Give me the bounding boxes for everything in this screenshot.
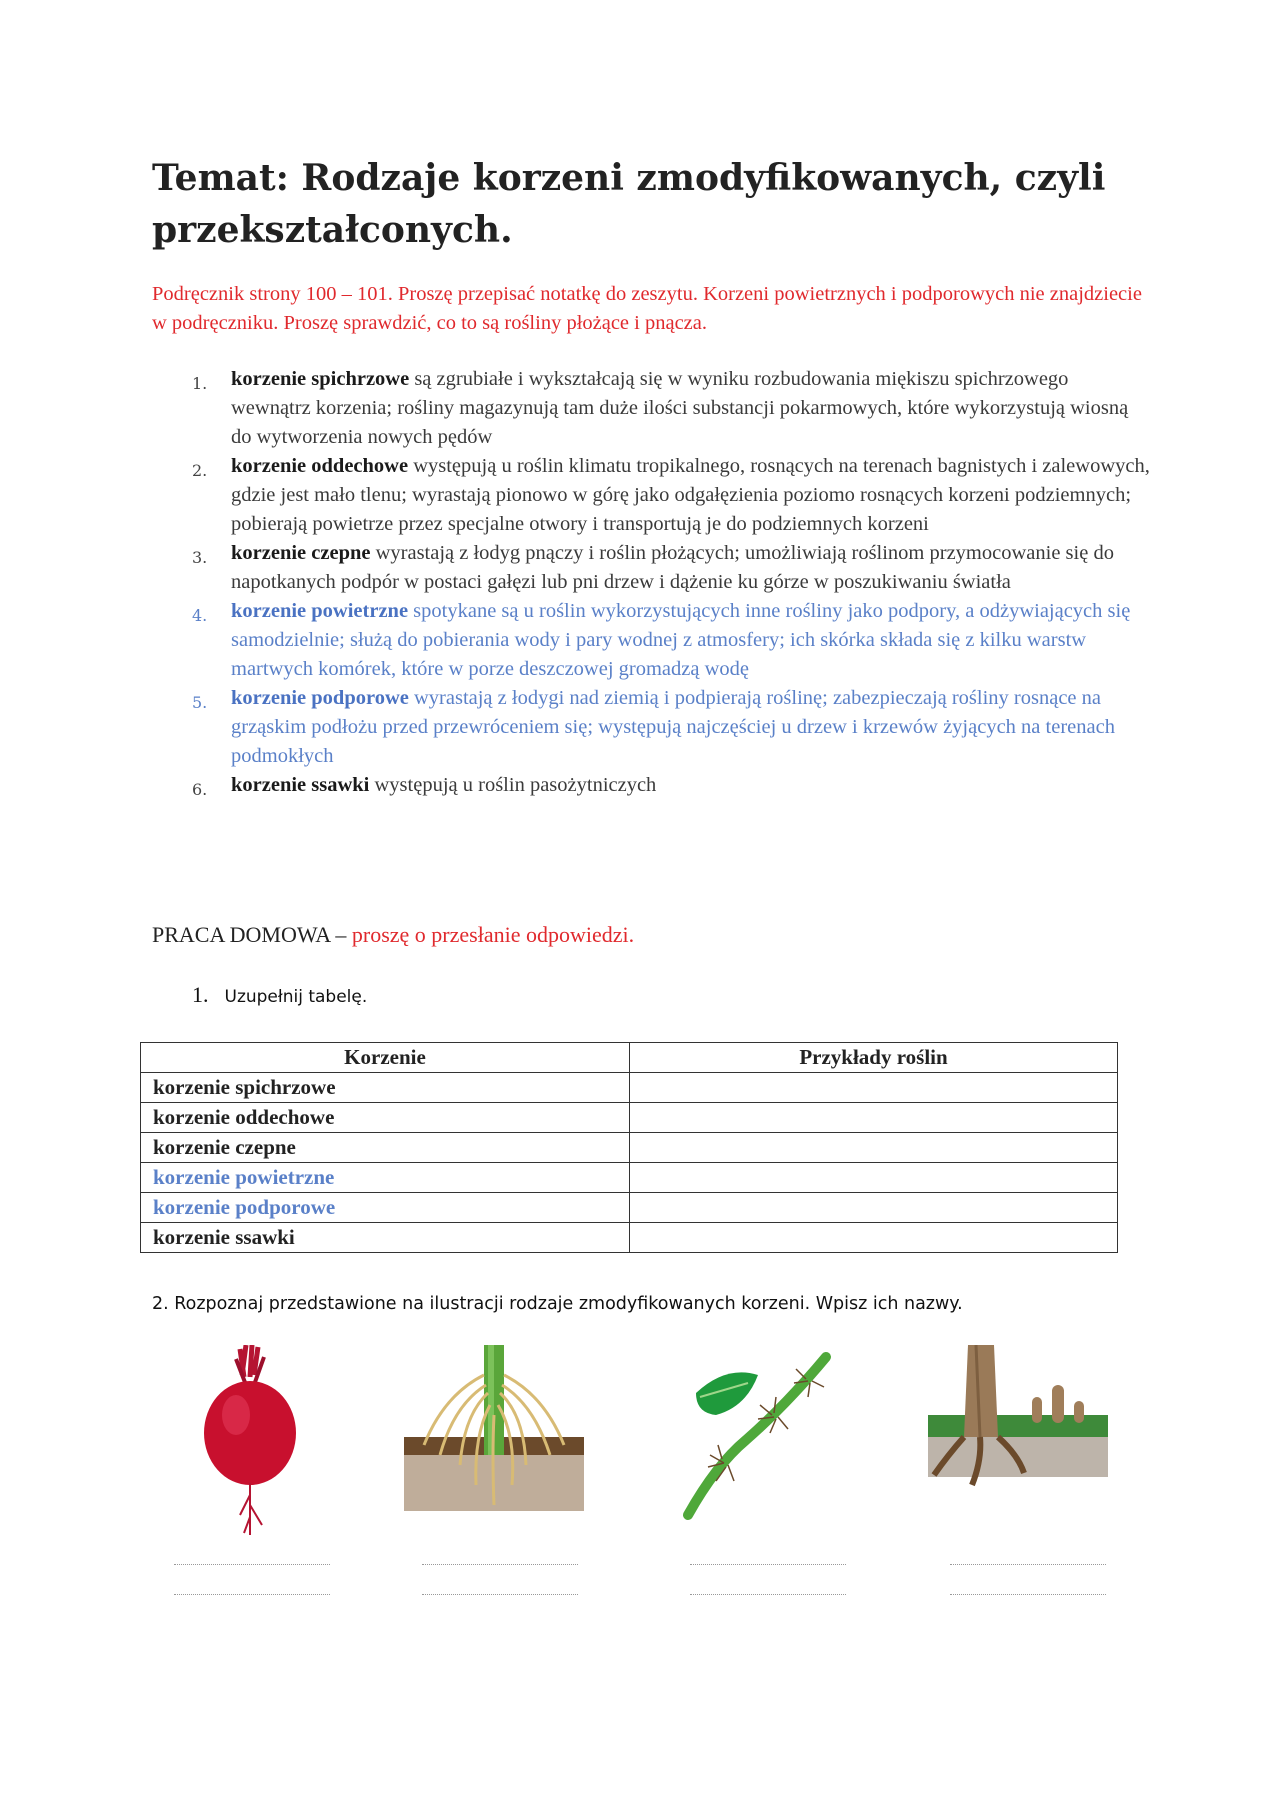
note-term: korzenie czepne [231,542,371,564]
note-number: 6. [192,780,208,799]
note-number: 5. [192,693,208,712]
example-plants-cell[interactable] [630,1163,1118,1193]
note-item [152,365,1152,452]
table-row [141,1163,1118,1193]
column-header: Przykłady roślin [630,1043,1118,1073]
answer-line[interactable] [422,1564,578,1565]
task-number: 1. [192,982,209,1007]
homework-label: PRACA DOMOWA – [152,922,352,947]
table-row [141,1223,1118,1253]
table-row [141,1073,1118,1103]
answer-line[interactable] [422,1594,578,1595]
root-type-cell: korzenie ssawki [141,1223,630,1253]
breathing-roots-illustration [928,1345,1108,1495]
note-item [152,539,1152,597]
note-text: są zgrubiałe i wykształcają się w wyniku rozbudowania miękiszu spichrzowego wewnątrz korzenia; rośliny magazynują tam duże ilości substancji pokarmowych, które wykorzystują wiosną do wytworzenia nowych pędów [231,368,1129,448]
beet-root-illustration [196,1345,306,1535]
note-term: korzenie ssawki [231,774,370,796]
homework-request: proszę o przesłanie odpowiedzi. [351,922,635,947]
root-type-cell: korzenie oddechowe [141,1103,630,1133]
homework-heading [152,920,634,950]
example-plants-cell[interactable] [630,1193,1118,1223]
answer-line[interactable] [690,1564,846,1565]
note-item [152,597,1152,684]
note-number: 1. [192,374,208,393]
note-number: 2. [192,461,208,480]
note-item [152,684,1152,771]
note-term: korzenie oddechowe [231,455,409,477]
task-2: 2. Rozpoznaj przedstawione na ilustracji rodzaje zmodyfikowanych korzeni. Wpisz ich nazwy. [152,1294,963,1314]
note-text: spotykane są u roślin wykorzystujących inne rośliny jako podpory, a odżywiających się samodzielnie; służą do pobierania wody i pary wodnej z atmosfery; ich skórka składa się z kilku warstw martwych komórek, które w porze deszczowej gromadzą wodę [231,600,1131,680]
answer-line[interactable] [950,1564,1106,1565]
answer-line[interactable] [690,1594,846,1595]
note-term: korzenie powietrzne [231,600,409,622]
task-1 [192,982,367,1008]
table-header-row [141,1043,1118,1073]
page-title: Temat: Rodzaje korzeni zmodyfikowanych, czyli przekształconych. [152,157,1106,251]
note-item [152,771,1152,800]
answer-line[interactable] [174,1564,330,1565]
note-term: korzenie podporowe [231,687,409,709]
task-text: Uzupełnij tabelę. [224,987,368,1007]
example-plants-cell[interactable] [630,1133,1118,1163]
table-row [141,1193,1118,1223]
root-type-cell: korzenie podporowe [141,1193,630,1223]
example-plants-cell[interactable] [630,1223,1118,1253]
table-row [141,1133,1118,1163]
root-type-cell: korzenie czepne [141,1133,630,1163]
intro-instructions: Podręcznik strony 100 – 101. Proszę przepisać notatkę do zeszytu. Korzeni powietrznych i podporowych nie znajdziecie w podręczniku. Proszę sprawdzić, co to są rośliny płożące i pnącza. [152,283,1142,334]
note-item [152,452,1152,539]
table-row [141,1103,1118,1133]
fibrous-roots-illustration [404,1345,584,1535]
note-term: korzenie spichrzowe [231,368,410,390]
note-text: wyrastają z łodygi nad ziemią i podpierają roślinę; zabezpieczają rośliny rosnące na grząskim podłożu przed przewróceniem się; występują najczęściej u drzew i krzewów żyjących na terenach podmokłych [231,687,1115,767]
note-text: wyrastają z łodyg pnączy i roślin płożących; umożliwiają roślinom przymocowanie się do napotkanych podpór w postaci gałęzi lub pni drzew i dążenie ku górze w poszukiwaniu światła [231,542,1114,593]
root-type-cell: korzenie powietrzne [141,1163,630,1193]
notes-list [152,365,1152,800]
note-number: 3. [192,548,208,567]
climbing-roots-illustration [676,1345,836,1525]
example-plants-cell[interactable] [630,1073,1118,1103]
note-text: występują u roślin pasożytniczych [369,774,657,796]
note-text: występują u roślin klimatu tropikalnego, rosnących na terenach bagnistych i zalewowych, gdzie jest mało tlenu; wyrastają pionowo w górę jako odgałęzienia poziomo rosnących korzeni podziemnych; pobierają powietrze przez specjalne otwory i transportują je do podziemnych korzeni [231,455,1150,535]
answer-line[interactable] [950,1594,1106,1595]
note-number: 4. [192,606,208,625]
example-plants-cell[interactable] [630,1103,1118,1133]
root-type-cell: korzenie spichrzowe [141,1073,630,1103]
roots-table [140,1042,1118,1253]
answer-line[interactable] [174,1594,330,1595]
column-header: Korzenie [141,1043,630,1073]
